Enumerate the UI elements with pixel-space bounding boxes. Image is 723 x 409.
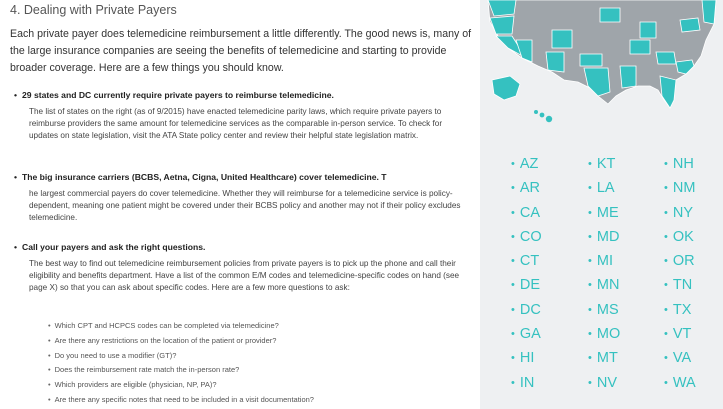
state-item: • WA <box>664 371 696 395</box>
question-item: • Does the reimbursement rate match the in-person rate? <box>48 363 314 378</box>
state-item: • MS <box>588 298 620 322</box>
state-item: • MD <box>588 225 620 249</box>
states-panel <box>480 0 723 409</box>
state-item: • LA <box>588 176 620 200</box>
bullet-body-carriers: he largest commercial payers do cover telemedicine. Whether they will reimburse for a telemedicine service is policy-dependent, meaning one patient might be covered under their BCBS policy and another may not if their policy excludes telemedicine. <box>29 189 461 223</box>
state-item: • NH <box>664 152 696 176</box>
state-item: • MT <box>588 346 620 370</box>
state-item: • CT <box>511 249 542 273</box>
state-item: • MN <box>588 273 620 297</box>
state-item: • VA <box>664 346 696 370</box>
state-item: • MO <box>588 322 620 346</box>
state-item: • HI <box>511 346 542 370</box>
intro-paragraph: Each private payer does telemedicine reimbursement a little differently. The good news is, many of the large insurance companies are seeing the benefits of telemedicine and starting to provide broader coverage. Here are a few things you should know. <box>10 28 472 74</box>
question-item: • Are there any restrictions on the location of the patient or provider? <box>48 334 314 349</box>
bullet-body-parity: The list of states on the right (as of 9/2015) have enacted telemedicine parity laws, which require private payers to reimburse providers the same amount for telemedicine services as the comparable in-person service. To check for updates on state legislation, visit the ATA State policy center and review their helpful state legislation matrix. <box>29 107 443 141</box>
bullet-heading-call: • Call your payers and ask the right questions. <box>22 242 205 252</box>
state-column-2 <box>588 152 620 395</box>
question-item: • Are there any specific notes that need to be included in a visit documentation? <box>48 393 314 408</box>
state-item: • AZ <box>511 152 542 176</box>
bullet-body-call: The best way to find out telemedicine reimbursement policies from private payers is to pick up the phone and call their eligibility and benefits department. Have a list of the common E/M codes and telemedicine-specific codes on hand (see page X) so that you can ask about specific codes. Here are a few more questions to ask: <box>29 259 460 293</box>
state-column-3 <box>664 152 696 395</box>
section-title: 4. Dealing with Private Payers <box>10 3 177 17</box>
state-item: • IN <box>511 371 542 395</box>
state-item: • VT <box>664 322 696 346</box>
state-item: • DE <box>511 273 542 297</box>
bullet-heading-parity: • 29 states and DC currently require private payers to reimburse telemedicine. <box>22 90 334 100</box>
question-item: • Which CPT and HCPCS codes can be completed via telemedicine? <box>48 319 314 334</box>
question-item: • Do you need to use a modifier (GT)? <box>48 349 314 364</box>
state-item: • ME <box>588 201 620 225</box>
state-item: • KT <box>588 152 620 176</box>
state-item: • TX <box>664 298 696 322</box>
state-item: • CO <box>511 225 542 249</box>
state-item: • NY <box>664 201 696 225</box>
state-item: • AR <box>511 176 542 200</box>
bullet-heading-carriers: • The big insurance carriers (BCBS, Aetna, Cigna, United Healthcare) cover telemedicine. T <box>22 172 387 182</box>
state-item: • GA <box>511 322 542 346</box>
state-item: • MI <box>588 249 620 273</box>
state-item: • NV <box>588 371 620 395</box>
state-item: • TN <box>664 273 696 297</box>
state-column-1 <box>511 152 542 395</box>
question-item: • Which providers are eligible (physician, NP, PA)? <box>48 378 314 393</box>
state-item: • NM <box>664 176 696 200</box>
us-parity-map <box>480 0 723 128</box>
state-item: • OR <box>664 249 696 273</box>
state-item: • CA <box>511 201 542 225</box>
state-item: • OK <box>664 225 696 249</box>
question-list <box>48 319 314 408</box>
state-item: • DC <box>511 298 542 322</box>
